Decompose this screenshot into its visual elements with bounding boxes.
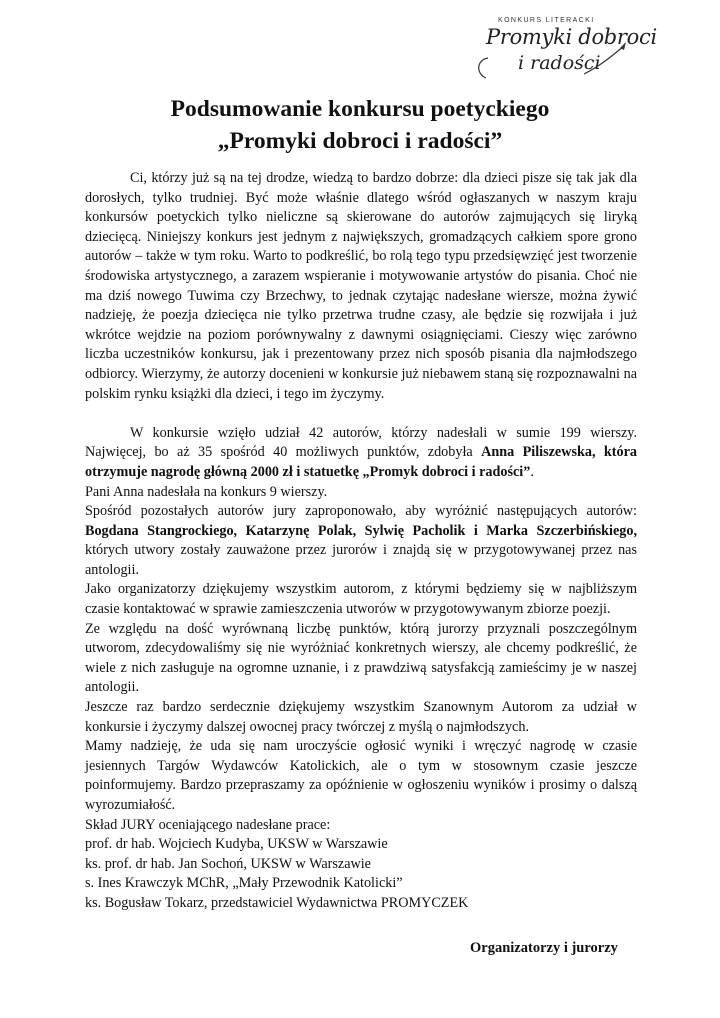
winner-text: Anna Piliszewska, która otrzymuje nagrodę główną 2000 zł i statuetkę „Promyk dobroci i radości” bbox=[85, 444, 637, 480]
page-title-line1: Podsumowanie konkursu poetyckiego bbox=[170, 96, 550, 122]
page-title bbox=[0, 93, 720, 157]
document-body bbox=[85, 169, 637, 914]
jury-member: ks. prof. dr hab. Jan Sochoń, UKSW w Warszawie bbox=[85, 855, 371, 872]
contest-logo bbox=[472, 16, 657, 86]
logo-title-line2: i radości bbox=[518, 52, 601, 74]
jury-member: prof. dr hab. Wojciech Kudyba, UKSW w Warszawie bbox=[85, 836, 388, 853]
paragraph-ceremony: Mamy nadzieję, że uda się nam uroczyście ogłosić wyniki i wręczyć nagrodę w czasie jesiennych Targów Wydawców Katolickich, ale o tym w stosownym czasie jeszcze poinformujemy. Bardzo przepraszamy za opóźnienie w ogłoszeniu wyników i prosimy o dalszą wyrozumiałość. bbox=[85, 738, 637, 813]
paragraph-results: W konkursie wzięło udział 42 autorów, którzy nadesłali w sumie 199 wierszy. Najwięcej, bo aż 35 spośród 40 możliwych punktów, zdobyła Anna Piliszewska, która otrzymuje nagrodę główną 2000 zł i statuetkę „Promyk dobroci i radości”. bbox=[85, 424, 637, 480]
paragraph-points: Ze względu na dość wyrównaną liczbę punktów, którą jurorzy przyznali poszczególnym utworom, zdecydowaliśmy się nie wyróżniać konkretnych wierszy, ale chcemy podkreślić, że wiele z nich zasługuje na ogromne uznanie, i z prawdziwą satysfakcją zamieścimy je w naszej antologii. bbox=[85, 620, 637, 696]
jury-list bbox=[85, 816, 637, 914]
logo-small-text: KONKURS LITERACKI bbox=[498, 17, 595, 24]
paragraph-intro: Ci, którzy już są na tej drodze, wiedzą to bardzo dobrze: dla dzieci pisze się tak jak dla dorosłych, tylko trudniej. Być może właśnie dlatego wśród ogłaszanych w naszym kraju konkursów poetyckich tylko nieliczne są skierowane do autorów zajmujących się liryką dziecięcą. Niniejszy konkurs jest jednym z największych, gromadzących całkiem spore grono autorów – także w tym roku. Warto to podkreślić, bo rolą tego typu przedsięwzięć jest tworzenie środowiska artystycznego, a zarazem wspieranie i motywowanie artystów do pisania. Choć nie ma dziś nowego Tuwima czy Brzechwy, to jednak czytając nadesłane wiersze, można żywić nadzieję, że poezja dziecięca nie tylko przetrwa trudne czasy, ale będzie się rozwijała i już wkrótce wejdzie na poziom porównywalny z dawnymi osiągnięciami. Cieszy więc zarówno liczba uczestników konkursu, jak i prezentowany przez nich sposób pisania dla najmłodszego odbiorcy. Wierzymy, że autorzy docenieni w konkursie już niebawem staną się rozpoznawalni na polskim rynku książki dla dzieci, i tego im życzymy. bbox=[85, 170, 637, 402]
paragraph-winner-poems: Pani Anna nadesłała na konkurs 9 wierszy. bbox=[85, 483, 328, 500]
paragraph-gratitude: Jeszcze raz bardzo serdecznie dziękujemy wszystkim Szanownym Autorom za udział w konkursie i życzymy dalszej owocnej pracy twórczej z myślą o najmłodszych. bbox=[85, 699, 637, 735]
page-title-line2: „Promyki dobroci i radości” bbox=[217, 128, 503, 154]
paragraph-thanks: Jako organizatorzy dziękujemy wszystkim autorom, z którymi będziemy się w najbliższym czasie kontaktować w sprawie zamieszczenia utworów w przygotowywanym zbiorze poezji. bbox=[85, 581, 637, 618]
jury-member: s. Ines Krawczyk MChR, „Mały Przewodnik Katolicki” bbox=[85, 875, 403, 892]
results-intro: W konkursie wzięło udział 42 autorów, którzy nadesłali w sumie 199 wierszy. Najwięcej, bo aż 35 spośród 40 możliwych punktów, zdobyła bbox=[85, 424, 637, 461]
logo-title-line1: Promyki dobroci bbox=[486, 25, 657, 49]
signature: Organizatorzy i jurorzy bbox=[470, 940, 618, 956]
jury-heading: Skład JURY oceniającego nadesłane prace: bbox=[85, 816, 331, 833]
jury-member: ks. Bogusław Tokarz, przedstawiciel Wydawnictwa PROMYCZEK bbox=[85, 894, 469, 911]
paragraph-distinctions: Spośród pozostałych autorów jury zaproponowało, aby wyróżnić następujących autorów: Bogdana Stangrockiego, Katarzynę Polak, Sylwię Pacholik i Marka Szczerbińskiego, których utwory zostały zauważone przez jurorów i znajdą się w przygotowywanej przez nas antologii. bbox=[85, 503, 637, 578]
distinguished-authors: Bogdana Stangrockiego, Katarzynę Polak, Sylwię Pacholik i Marka Szczerbińskiego, bbox=[85, 522, 637, 539]
